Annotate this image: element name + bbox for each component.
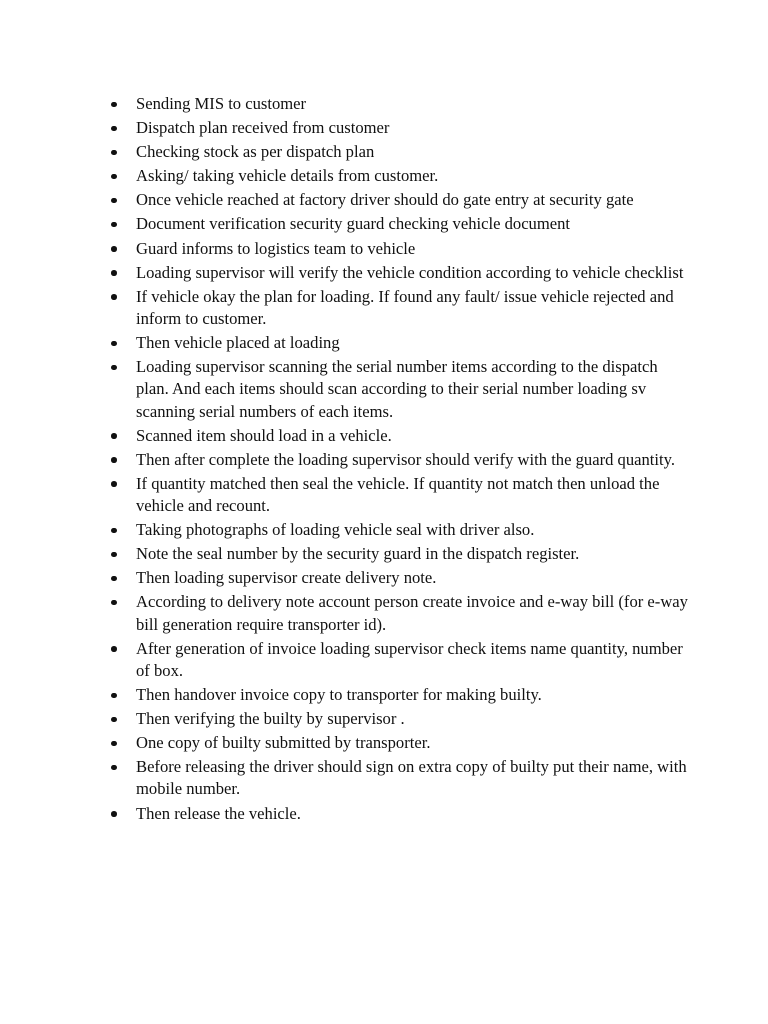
list-item-text: Loading supervisor scanning the serial number items according to the dispatch plan. And each items should scan according to their serial number loading sv scanning serial numbers of each items. [136,357,658,421]
list-item [108,803,688,825]
bullet-icon [111,528,117,534]
bullet-icon [111,222,117,228]
bullet-icon [111,717,117,723]
list-item [108,213,688,235]
list-item-text: Sending MIS to customer [136,94,307,113]
bullet-icon [111,552,117,558]
list-item-text: Then vehicle placed at loading [136,333,340,353]
list-item [108,519,688,541]
list-item-text: Before releasing the driver should sign on extra copy of builty put their name, with mobile number. [136,757,687,799]
list-item-text: If vehicle okay the plan for loading. If found any fault/ issue vehicle rejected and inform to customer. [136,286,674,328]
list-item-text: Note the seal number by the security guard in the dispatch register. [136,544,580,564]
list-item-text: If quantity matched then seal the vehicle. If quantity not match then unload the vehicle and recount. [136,473,660,516]
bullet-icon [111,174,117,180]
list-item [108,708,688,730]
bullet-icon [111,765,117,771]
list-item [108,473,688,517]
list-item-text: According to delivery note account person create invoice and e-way bill (for e-way bill generation require transporter id). [136,592,688,634]
list-item [108,262,688,284]
list-item-text: Scanned item should load in a vehicle. [136,425,392,445]
list-item [108,638,688,682]
list-item [108,425,688,447]
bullet-icon [111,198,117,204]
list-item-text: After generation of invoice loading supervisor check items name quantity, number of box. [136,638,683,680]
process-steps-list [108,93,688,827]
list-item [108,286,688,330]
list-item [108,189,688,211]
list-item [108,165,688,187]
list-item [108,756,688,800]
bullet-icon [111,126,117,132]
bullet-icon [111,457,117,463]
bullet-icon [111,150,117,156]
list-item [108,591,688,635]
list-item-text: Then verifying the builty by supervisor . [136,709,405,729]
list-item-text: Loading supervisor will verify the vehicle condition according to vehicle checklist [136,262,684,282]
list-item [108,543,688,565]
list-item-text: Taking photographs of loading vehicle seal with driver also. [136,520,535,540]
bullet-icon [111,294,117,300]
list-item-text: Document verification security guard checking vehicle document [136,214,571,234]
list-item [108,684,688,706]
bullet-icon [111,341,117,347]
list-item [108,449,688,471]
list-item [108,567,688,589]
bullet-icon [111,600,117,606]
list-item-text: Then loading supervisor create delivery note. [136,568,437,588]
list-item-text: One copy of builty submitted by transporter. [136,733,431,753]
bullet-icon [111,365,117,371]
bullet-icon [111,576,117,582]
list-item [108,732,688,754]
list-item-text: Then release the vehicle. [136,803,301,823]
list-item-text: Asking/ taking vehicle details from customer. [136,166,439,186]
list-item-text: Once vehicle reached at factory driver should do gate entry at security gate [136,190,634,210]
list-item-text: Guard informs to logistics team to vehicle [136,238,416,258]
list-item [108,141,688,163]
list-item-text: Dispatch plan received from customer [136,118,390,138]
bullet-icon [111,270,117,276]
bullet-icon [111,433,117,439]
list-item [108,356,688,423]
bullet-icon [111,246,117,252]
bullet-icon [111,102,117,108]
list-item-text: Then handover invoice copy to transporter for making builty. [136,685,542,704]
bullet-icon [111,646,117,652]
list-item-text: Checking stock as per dispatch plan [136,142,375,162]
bullet-icon [111,741,117,747]
list-item [108,332,688,354]
list-item [108,93,688,115]
bullet-icon [111,811,117,817]
list-item [108,117,688,139]
bullet-icon [111,693,117,699]
list-item-text: Then after complete the loading supervisor should verify with the guard quantity. [136,449,675,469]
list-item [108,238,688,260]
bullet-icon [111,481,117,487]
